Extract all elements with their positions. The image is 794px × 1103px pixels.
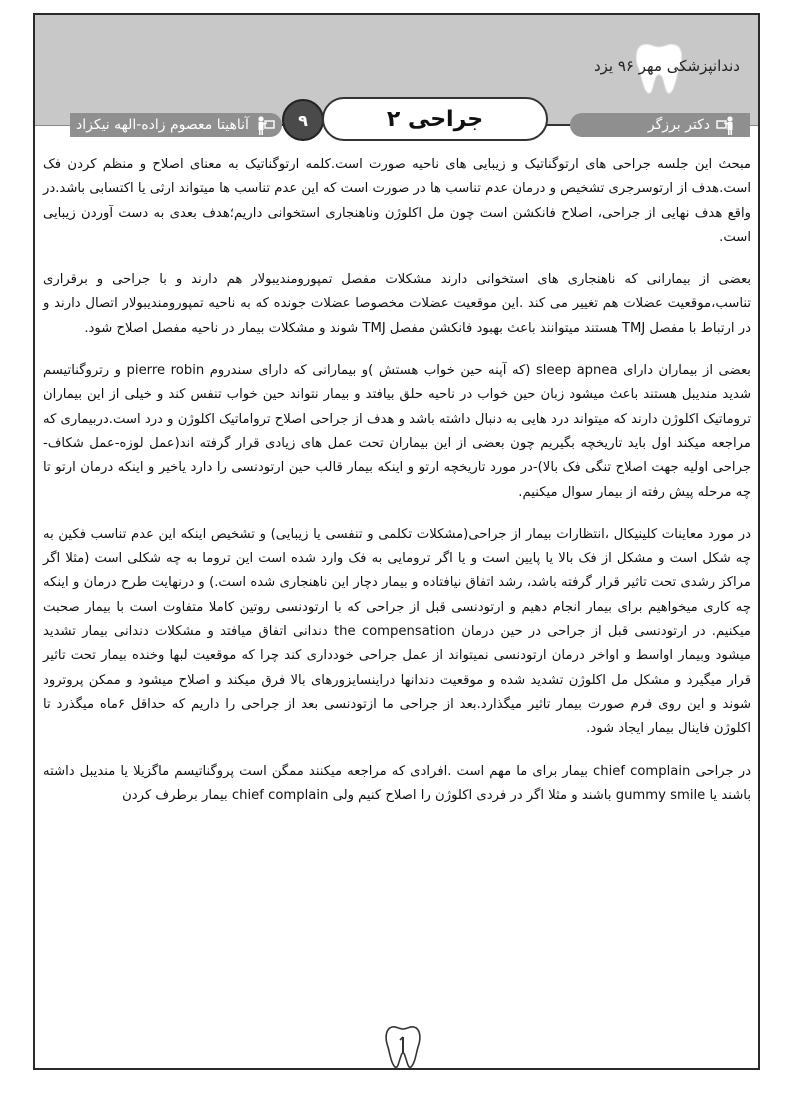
lecturer-bar xyxy=(570,113,750,137)
session-number-badge: ۹ xyxy=(282,99,324,141)
authors-bar xyxy=(70,113,282,137)
paragraph: در جراحی chief complain بیمار برای ما مهم است .افرادی که مراجعه میکنند ممگن است پروگناتیسم ماگزیلا یا مندیبل داشته باشند یا gummy smile باشند و مثلا اگر در فردی اکلوژن را اصلاح کنیم ولی chief complain بیمار برطرف کردن xyxy=(43,763,751,803)
paragraph: بعضی از بیمارانی که ناهنجاری های استخوانی دارند مشکلات مفصل تمپورومندیبولار هم دارند و با جراحی و برقراری تناسب،موقعیت عضلات هم تغییر می کند .این موقعیت عضلات مخصوصا عضلات جونده که به ناحیه تمپورومندیبولار اتصال دارند و در ارتباط با مفصل TMJ هستند میتوانند باعث بهبود فانکشن مفصل TMJ شوند و مشکلات بیمار در ناحیه مفصل اصلاح شود. xyxy=(43,272,751,336)
header-bar xyxy=(70,106,750,137)
teacher-icon xyxy=(255,115,275,135)
title-pill xyxy=(322,97,548,141)
paragraph: بعضی از بیماران دارای sleep apnea (که آپنه حین خواب هستش )و بیمارانی که دارای سندروم pierre robin و رتروگناتیسم شدید مندیبل هستند باعث میشود زبان حین خواب در ناحیه حلق بیافتد و بیمار نتواند حین خواب تنفس کند و خیلی از این بیماران تروماتیک اکلوژن دارند که میتواند درد هایی به دنبال داشته باشد و هدف از جراحی اصلاح ترواماتیک اکلوژن و درد است.دربیماری که مراجعه میکند اول باید تاریخچه بگیریم چون بعضی از این بیماران تحت عمل های زیادی قرار گرفته اند(عمل لوزه-عمل شکاف-جراحی اولیه جهت اصلاح تنگی فک بالا)-در مورد تاریخچه ارتو و اینکه بیمار قالب حین ارتودنسی را دارد یاخیر و اینکه درمان ارتو تا چه مرحله پیش رفته از بیمار سوال میکنیم. xyxy=(43,363,751,500)
page-frame xyxy=(33,13,760,1070)
paragraph: در مورد معاینات کلینیکال ،انتظارات بیمار از جراحی(مشکلات تکلمی و تنفسی یا زیبایی) و تشخیص اینکه این عدم تناسب فکین به چه شکل است و مشکل از فک بالا یا پایین است و یا اگر ترومایی به فک وارد شده است این تروما به چه شکلی است (مثلا اگر مراکز رشدی تحت تاثیر قرار گرفته باشد، رشد اتفاق نیافتاده و بیمار دچار این ناهنجاری شده است.) و درنهایت طرح درمان و اینکه چه کاری میخواهیم برای بیمار انجام دهیم و ارتودنسی قبل از جراحی که با ارتودنسی روتین کاملا متفاوت است با بیمار صحبت میکنیم. در ارتودنسی قبل از جراحی در حین درمان the compensation دندانی اتفاق میافتد و مشکلات دندانی بیمار تشدید میشود وبیمار اواسط و اواخر درمان ارتودنسی نمیتواند از عمل جراحی خودداری کند چرا که موقعیت لبها وخنده بیمار تحت تاثیر قرار میگیرد و مشکل مل اکلوژن تشدید شده و موقعیت دندانها دراینسایزورهای بالا فرق میکند و اصلاح میشود و ممکن پروترود شوند و این روی فرم صورت بیمار تاثیر میگذارد.بعد از جراحی ما ازتودنسی بعد از جراحی را داریم که حداقل ۶ماه میگذرد تا اکلوژن فاینال بیمار ایجاد شود. xyxy=(43,526,752,737)
header-subtitle: دندانپزشکی مهر ۹۶ یزد xyxy=(593,57,740,75)
lecturer-name: دکتر برزگر xyxy=(647,117,710,133)
document-body xyxy=(43,153,751,826)
paragraph: مبحث این جلسه جراحی های ارتوگناتیک و زیبایی های ناحیه صورت است.کلمه ارتوگناتیک به معنای اصلاح و منظم کردن فک است.هدف از ارتوسرجری تشخیص و درمان عدم تناسب ها در صورت است که این عدم تناسب ها میتواند ارثی یا اکتسابی باشد.در واقع هدف نهایی از جراحی، اصلاح فانکشن است چون مل اکلوژن وناهنجاری استخوانی داریم؛هدف بعدی به دست آوردن زیبایی است. xyxy=(43,157,751,245)
header-band xyxy=(35,15,758,133)
authors-text: آناهیتا معصوم زاده-الهه نیکزاد xyxy=(76,117,249,133)
teacher-icon xyxy=(716,115,736,135)
tooth-outline-icon xyxy=(383,1023,423,1071)
page-title: جراحی ۲ xyxy=(386,106,484,132)
